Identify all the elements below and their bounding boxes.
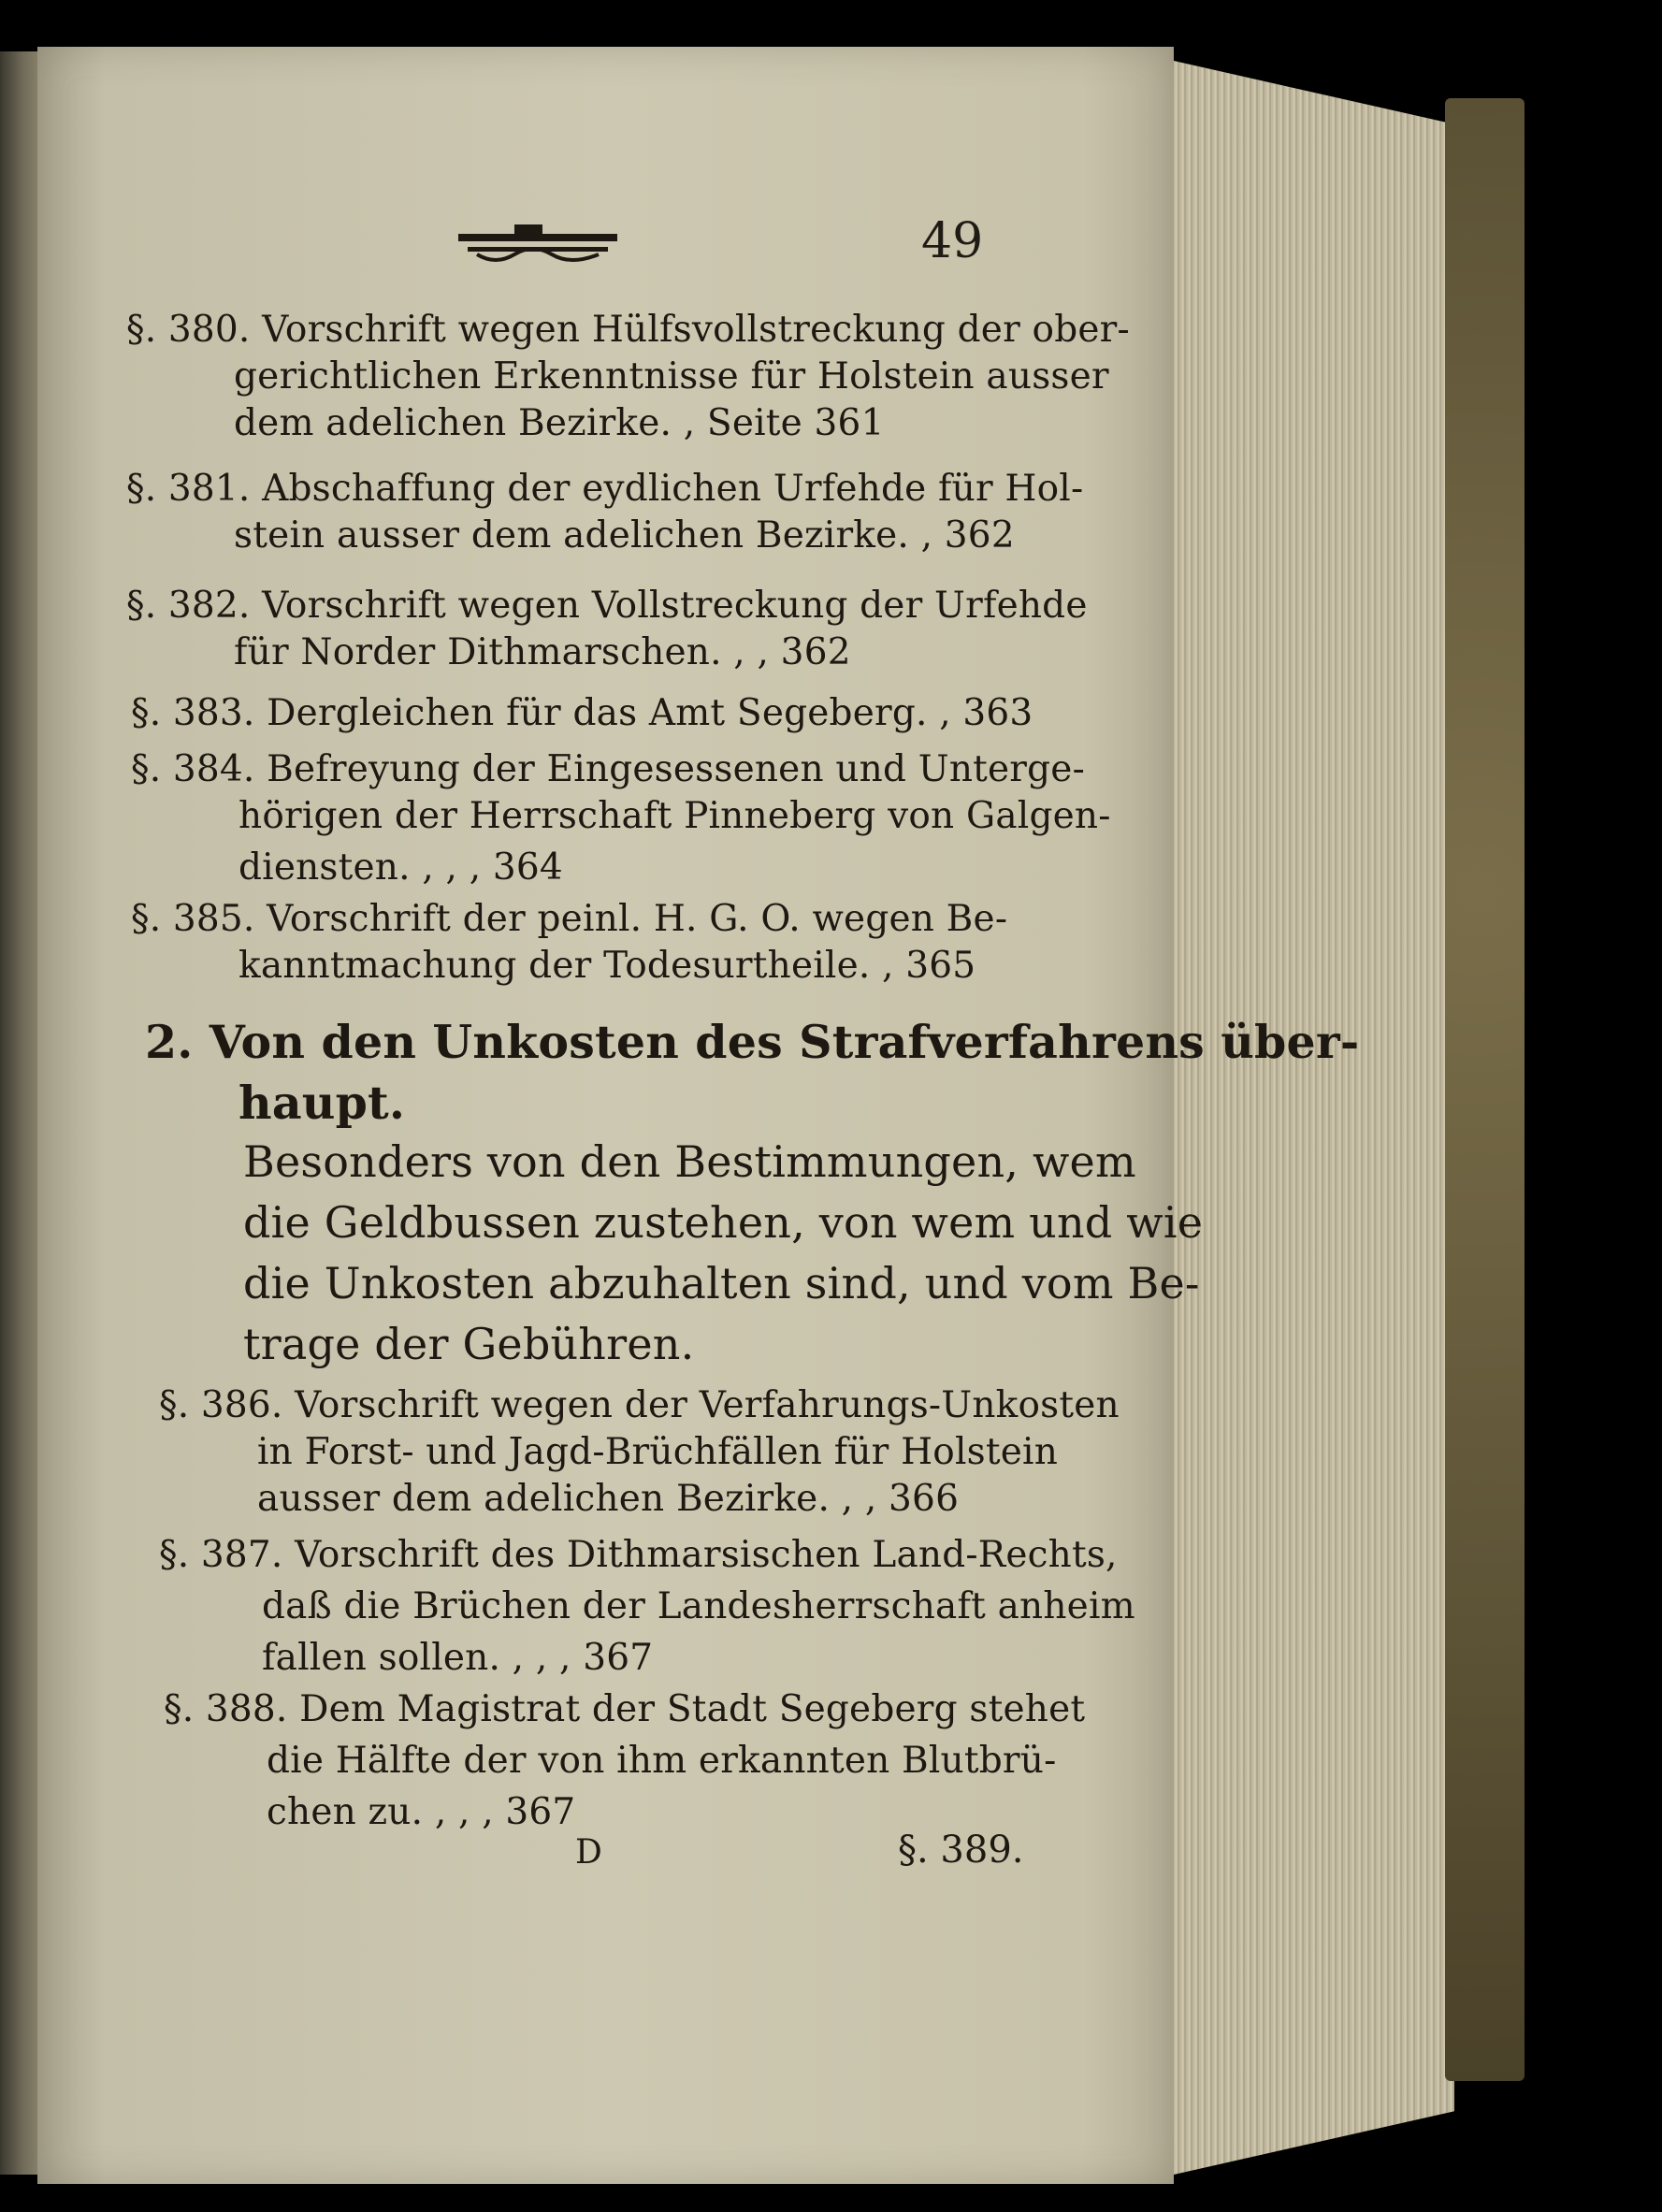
toc-entry-388-line-2: die Hälfte der von ihm erkannten Blutbrü-	[267, 1740, 1057, 1782]
page-number: 49	[921, 213, 984, 269]
toc-entry-385-line-2: kanntmachung der Todesurtheile. , 365	[238, 945, 976, 987]
section-subheading-line-4: trage der Gebühren.	[243, 1319, 695, 1369]
toc-entry-382-line-1: §. 382. Vorschrift wegen Vollstreckung der Urfehde	[126, 585, 1088, 627]
toc-entry-382-line-2: für Norder Dithmarschen. , , 362	[234, 631, 851, 673]
catchword: §. 389.	[898, 1829, 1024, 1872]
toc-entry-381-line-2: stein ausser dem adelichen Bezirke. , 362	[234, 514, 1015, 557]
toc-entry-384-line-1: §. 384. Befreyung der Eingesessenen und Unterge-	[131, 748, 1085, 790]
toc-entry-387-line-2: daß die Brüchen der Landesherrschaft anheim	[262, 1585, 1135, 1627]
toc-entry-388-line-1: §. 388. Dem Magistrat der Stadt Segeberg stehet	[164, 1688, 1086, 1730]
section-subheading-line-1: Besonders von den Bestimmungen, wem	[243, 1136, 1136, 1187]
toc-entry-386-line-3: ausser dem adelichen Bezirke. , , 366	[257, 1478, 960, 1520]
toc-entry-381-line-1: §. 381. Abschaffung der eydlichen Urfehde für Hol-	[126, 468, 1084, 510]
toc-entry-386-line-1: §. 386. Vorschrift wegen der Verfahrungs-Unkosten	[159, 1384, 1120, 1426]
section-heading-line-2: haupt.	[238, 1076, 406, 1130]
section-subheading-line-2: die Geldbussen zustehen, von wem und wie	[243, 1197, 1204, 1248]
book-cover	[1445, 98, 1525, 2081]
toc-entry-383-line-1: §. 383. Dergleichen für das Amt Segeberg. , 363	[131, 692, 1033, 734]
toc-entry-387-line-3: fallen sollen. , , , 367	[262, 1637, 654, 1679]
page-edges	[1174, 61, 1454, 2175]
section-heading-line-1: 2. Von den Unkosten des Strafverfahrens über-	[145, 1015, 1360, 1069]
ornament-icon	[458, 224, 617, 266]
toc-entry-386-line-2: in Forst- und Jagd-Brüchfällen für Holstein	[257, 1431, 1059, 1473]
signature-mark: D	[575, 1833, 602, 1872]
toc-entry-380-line-3: dem adelichen Bezirke. , Seite 361	[234, 402, 885, 444]
toc-entry-385-line-1: §. 385. Vorschrift der peinl. H. G. O. wegen Be-	[131, 898, 1008, 940]
toc-entry-384-line-2: hörigen der Herrschaft Pinneberg von Galgen-	[238, 795, 1111, 837]
toc-entry-380-line-2: gerichtlichen Erkenntnisse für Holstein ausser	[234, 355, 1109, 398]
toc-entry-384-line-3: diensten. , , , 364	[238, 846, 563, 889]
section-subheading-line-3: die Unkosten abzuhalten sind, und vom Be-	[243, 1258, 1200, 1308]
toc-entry-388-line-3: chen zu. , , , 367	[267, 1791, 576, 1833]
left-page-edge	[0, 51, 37, 2175]
toc-entry-387-line-1: §. 387. Vorschrift des Dithmarsischen Land-Rechts,	[159, 1534, 1118, 1576]
toc-entry-380-line-1: §. 380. Vorschrift wegen Hülfsvollstreckung der ober-	[126, 309, 1130, 351]
